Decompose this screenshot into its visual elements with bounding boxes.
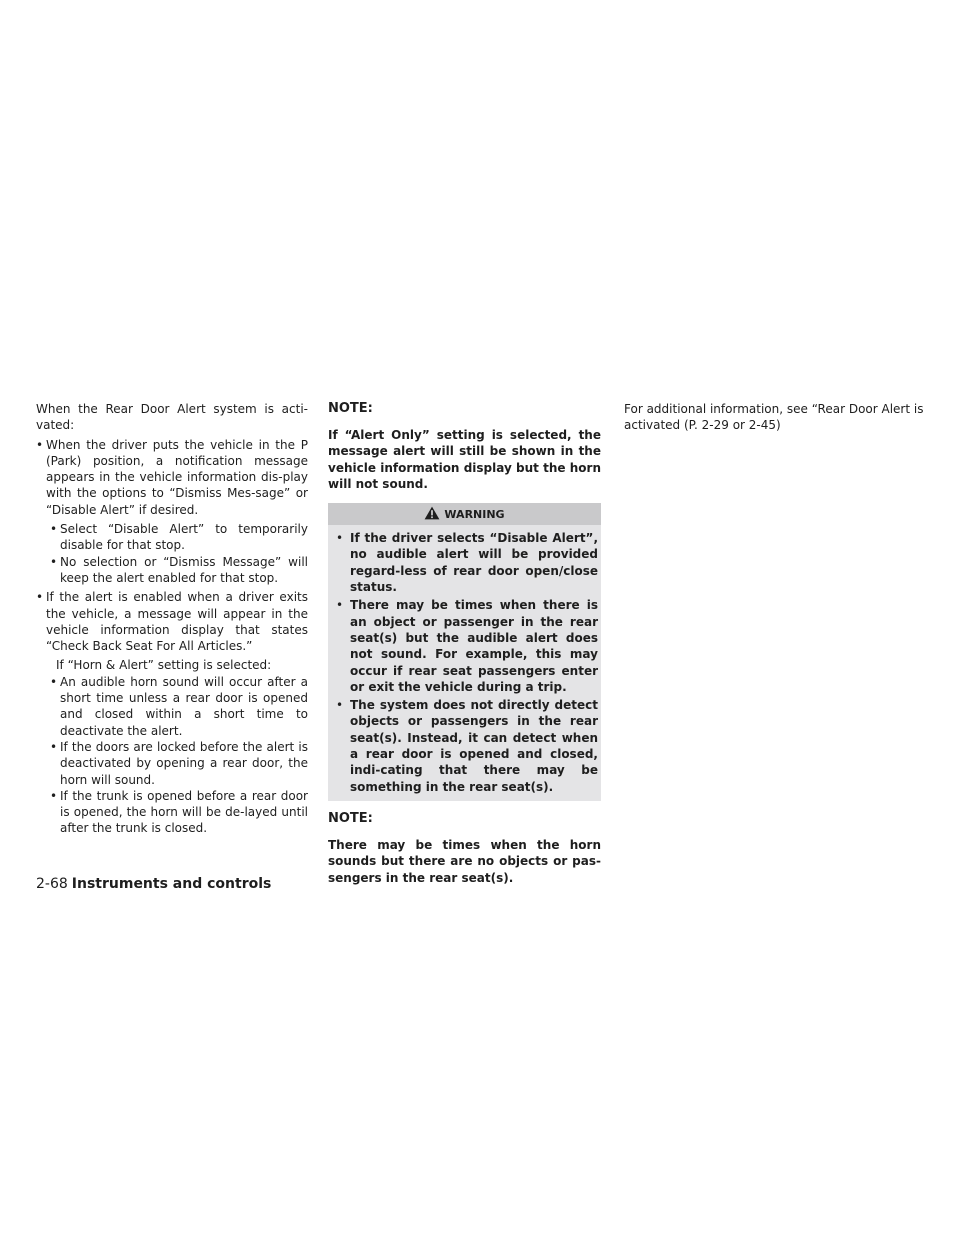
- bullet: •: [336, 598, 344, 613]
- section-title: Instruments and controls: [71, 876, 272, 892]
- page-footer: [36, 876, 271, 892]
- sub-list-item-text: If the trunk is opened before a rear door is opened, the horn will be de-layed until after the trunk is closed.: [60, 788, 308, 836]
- note-heading: NOTE:: [328, 810, 373, 826]
- sub-intro: If “Horn & Alert” setting is selected:: [56, 658, 272, 673]
- note-text: There may be times when the horn sounds but there are no objects or pas-sengers in the rear seat(s).: [328, 837, 601, 885]
- sub-list-item: [36, 674, 308, 739]
- sub-list-item: [36, 739, 308, 788]
- sub-list-item: [36, 521, 308, 554]
- warning-item: [332, 697, 598, 795]
- bullet: •: [36, 437, 44, 452]
- note-heading: NOTE:: [328, 401, 373, 416]
- list-item-text: If the alert is enabled when a driver exits the vehicle, a message will appear in the vehicle information display that states “Check Back Seat For All Articles.”: [46, 590, 308, 654]
- page-number: 2-68: [36, 876, 68, 892]
- list-item: [36, 589, 308, 654]
- sub-list-item-text: An audible horn sound will occur after a short time unless a rear door is opened and closed within a short time to deactivate the alert.: [60, 674, 308, 738]
- bullet: •: [50, 674, 58, 689]
- bullet: •: [336, 531, 344, 546]
- bullet: •: [50, 739, 58, 754]
- warning-item-text: If the driver selects “Disable Alert”, no audible alert will be provided regard-less of rear door open/close status.: [350, 531, 598, 595]
- bullet: •: [50, 788, 58, 803]
- warning-item-text: The system does not directly detect objects or passengers in the rear seat(s). Instead, it can detect when a rear door is opened and closed, indi-cating that there may be something in the rear seat(s).: [350, 698, 598, 794]
- warning-item-text: There may be times when there is an object or passenger in the rear seat(s) but the audible alert does not sound. For example, this may occur if rear seat passengers enter or exit the vehicle during a trip.: [350, 598, 598, 694]
- list-item-text: When the driver puts the vehicle in the P (Park) position, a notification message appears in the vehicle information dis-play with the options to “Dismiss Mes-sage” or “Disable Alert” if desired.: [46, 437, 308, 517]
- sub-list-item: [36, 554, 308, 587]
- warning-body: [328, 525, 601, 801]
- bullet: •: [50, 522, 58, 537]
- reference-paragraph: For additional information, see “Rear Door Alert is activated (P. 2-29 or 2-45): [624, 402, 924, 433]
- list-item: [36, 437, 308, 518]
- bullet: •: [336, 698, 344, 713]
- warning-item: [332, 597, 598, 695]
- warning-label: WARNING: [444, 507, 505, 521]
- sub-list-item-text: No selection or “Dismiss Message” will keep the alert enabled for that stop.: [60, 554, 308, 585]
- warning-item: [332, 530, 598, 595]
- note-text: If “Alert Only” setting is selected, the message alert will still be shown in the vehicle information display but the horn will not sound.: [328, 428, 601, 491]
- warning-triangle-icon: [424, 506, 440, 523]
- column-middle: [328, 401, 601, 886]
- warning-box: [328, 503, 601, 801]
- bullet: •: [50, 554, 58, 569]
- sub-list-item: [36, 788, 308, 837]
- column-right: [624, 401, 924, 437]
- intro-paragraph: When the Rear Door Alert system is acti-vated:: [36, 402, 308, 433]
- column-left: [36, 401, 308, 837]
- bullet: •: [36, 590, 44, 605]
- warning-header: [328, 503, 601, 525]
- sub-list-item-text: If the doors are locked before the alert is deactivated by opening a rear door, the horn will sound.: [60, 739, 308, 787]
- sub-list-item-text: Select “Disable Alert” to temporarily disable for that stop.: [60, 522, 308, 553]
